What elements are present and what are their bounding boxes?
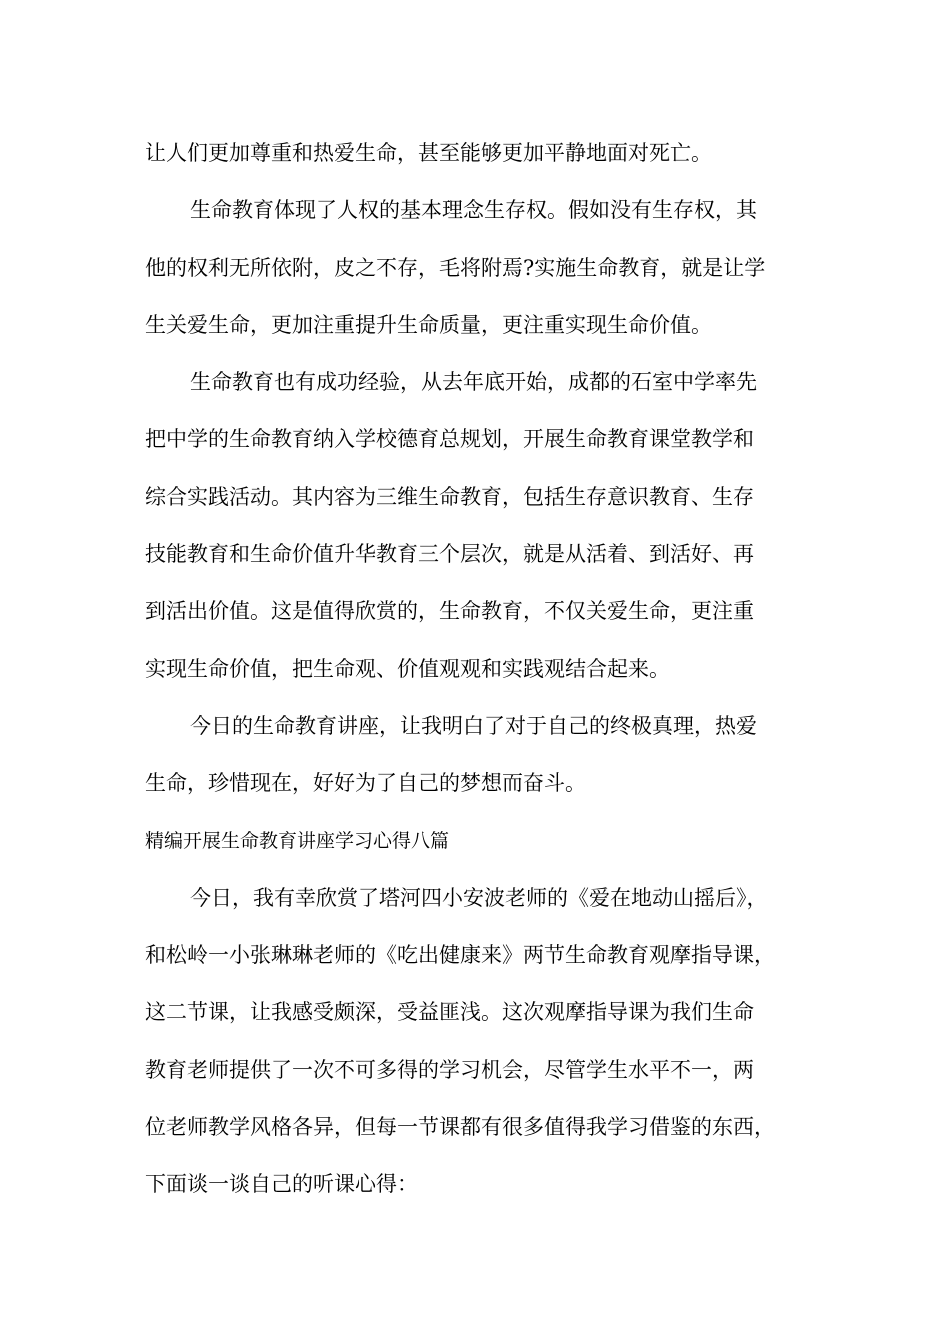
paragraph-line: 实现生命价值，把生命观、价值观观和实践观结合起来。 — [145, 656, 670, 681]
paragraph-line: 把中学的生命教育纳入学校德育总规划，开展生命教育课堂教学和 — [145, 427, 754, 452]
paragraph-line: 生命教育也有成功经验，从去年底开始，成都的石室中学率先 — [190, 370, 757, 395]
section-heading: 精编开展生命教育讲座学习心得八篇 — [145, 829, 450, 852]
paragraph-line: 教育老师提供了一次不可多得的学习机会，尽管学生水平不一，两 — [145, 1057, 754, 1082]
paragraph-line: 位老师教学风格各异，但每一节课都有很多值得我学习借鉴的东西， — [145, 1115, 775, 1140]
paragraph-line: 今日的生命教育讲座，让我明白了对于自己的终极真理，热爱 — [190, 713, 757, 738]
paragraph-line: 生命教育体现了人权的基本理念生存权。假如没有生存权，其 — [190, 198, 757, 223]
paragraph-line: 让人们更加尊重和热爱生命，甚至能够更加平静地面对死亡。 — [145, 141, 712, 165]
paragraph-line: 到活出价值。这是值得欣赏的，生命教育，不仅关爱生命，更注重 — [145, 599, 754, 624]
paragraph-line: 生关爱生命，更加注重提升生命质量，更注重实现生命价值。 — [145, 312, 712, 337]
paragraph-line: 综合实践活动。其内容为三维生命教育，包括生存意识教育、生存 — [145, 484, 754, 509]
paragraph-line: 和松岭一小张琳琳老师的《吃出健康来》两节生命教育观摩指导课， — [145, 943, 775, 968]
paragraph-line: 生命，珍惜现在，好好为了自己的梦想而奋斗。 — [145, 771, 586, 796]
paragraph-line: 下面谈一谈自己的听课心得： — [145, 1172, 418, 1197]
paragraph-line: 今日，我有幸欣赏了塔河四小安波老师的《爱在地动山摇后》， — [190, 885, 768, 910]
paragraph-line: 这二节课，让我感受颇深，受益匪浅。这次观摩指导课为我们生命 — [145, 1000, 754, 1025]
paragraph-line: 技能教育和生命价值升华教育三个层次，就是从活着、到活好、再 — [145, 542, 754, 567]
paragraph-line: 他的权利无所依附，皮之不存，毛将附焉?实施生命教育，就是让学 — [145, 255, 766, 280]
document-body — [145, 125, 820, 1214]
